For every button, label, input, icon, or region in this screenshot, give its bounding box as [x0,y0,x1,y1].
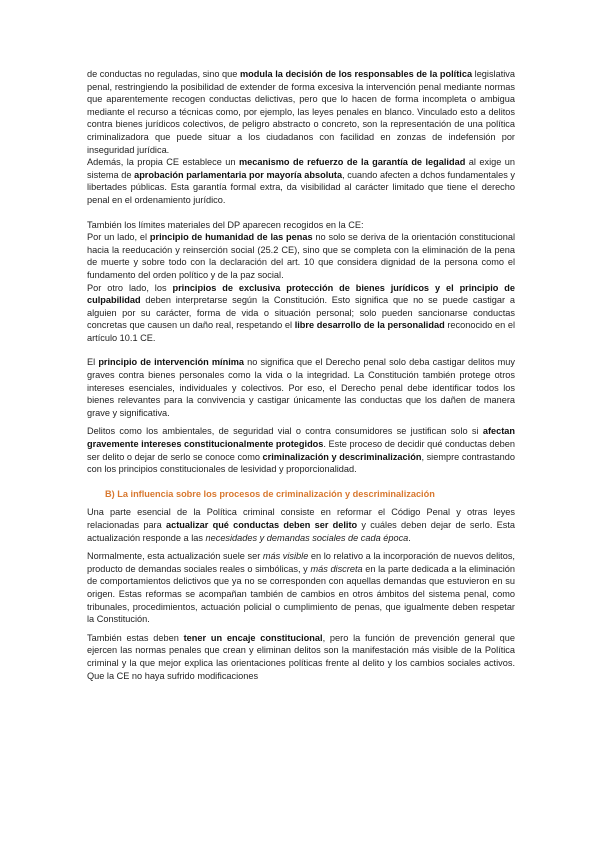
section-heading: B) La influencia sobre los procesos de criminalización y descriminalización [105,488,435,499]
paragraph-humanity-principle: Por un lado, el principio de humanidad de las penas no solo se deriva de la orientación constitucional hacia la reeducación y reinserción social (25.2 CE), sino que se completa con la eliminación de la pena de muerte y sobre todo con la declaración del art. 10 que considera dignidad de la persona como el fundamento del orden político y de la paz social. [87,232,515,280]
paragraph-criminalization: Delitos como los ambientales, de seguridad vial o contra consumidores se justifican solo si afectan gravemente intereses constitucionalmente protegidos. Este proceso de decidir qué conductas deben ser delito o dejar de serlo se conoce como criminalización y descriminalización, siempre contrastando con los principios constitucionales de lesividad y proporcionalidad. [87,426,515,475]
document-page [87,68,515,682]
paragraph-material-limits: También los límites materiales del DP aparecen recogidos en la CE: [87,219,364,230]
paragraph-criminal-policy: Una parte esencial de la Política criminal consiste en reformar el Código Penal y otras leyes relacionadas para actualizar qué conductas deben ser delito y cuáles deben dejar de serlo. Esta actualización responde a las necesidades y demandas sociales de cada época. [87,507,515,543]
paragraph-constitutional-fit: También estas deben tener un encaje constitucional, pero la función de prevención general que ejercen las normas penales que crean y eliminan delitos son la manifestación más visible de la Política criminal y la que mejor explica las orientaciones políticas frente al delito y los cambios sociales activos. Que la CE no haya sufrido modificaciones [87,632,515,681]
paragraph-culpability-principle: Por otro lado, los principios de exclusiva protección de bienes jurídicos y el principio de culpabilidad deben interpretarse según la Constitución. Esto significa que no se puede castigar a alguien por su carácter, forma de vida o situación personal; solo pueden sancionarse conductas concretas que causen un daño real, respetando el libre desarrollo de la personalidad reconocido en el artículo 10.1 CE. [87,282,515,343]
paragraph-legislative-policy: de conductas no reguladas, sino que modula la decisión de los responsables de la política legislativa penal, restringiendo la posibilidad de extender de forma excesiva la intervención penal mediante normas que aparentemente recogen conductas delictivas, pero que lo hacen de forma incompleta o ambigua mediante el recurso a técnicas como, por ejemplo, las leyes penales en blanco. Vinculado esto a delitos contra bienes jurídicos colectivos, de peligro abstracto o concreto, son la representación de una política criminalizadora que puede situar a los ciudadanos con facilidad en zonzas de indefensión por inseguridad jurídica. [87,69,515,155]
paragraph-minimal-intervention: El principio de intervención mínima no significa que el Derecho penal solo deba castigar delitos muy graves contra bienes personales como la vida o la integridad. La Constitución también protege otros intereses esenciales, individuales y colectivos. Por eso, el Derecho penal debe identificar todos los bienes relevantes para la convivencia y castigar únicamente las conductas que los dañen de manera grave y significativa. [87,357,515,418]
paragraph-legality-guarantee: Además, la propia CE establece un mecanismo de refuerzo de la garantía de legalidad al exige un sistema de aprobación parlamentaria por mayoría absoluta, cuando afecten a dchos fundamentales y libertades públicas. Esta garantía formal extra, da visibilidad al carácter limitado que tiene el derecho penal en el ordenamiento jurídico. [87,157,515,205]
paragraph-update-visibility: Normalmente, esta actualización suele ser más visible en lo relativo a la incorporación de nuevos delitos, producto de demandas sociales reales o simbólicas, y más discreta en la parte dedicada a la eliminación de comportamientos delictivos que ya no se corresponden con aquellas demandas que estuvieron en su origen. Estas reformas se acompañan también de cambios en otros ámbitos del sistema penal, como tribunales, procedimientos, actuación policial o cumplimiento de penas, que igualmente deben respetar la Constitución. [87,551,515,625]
